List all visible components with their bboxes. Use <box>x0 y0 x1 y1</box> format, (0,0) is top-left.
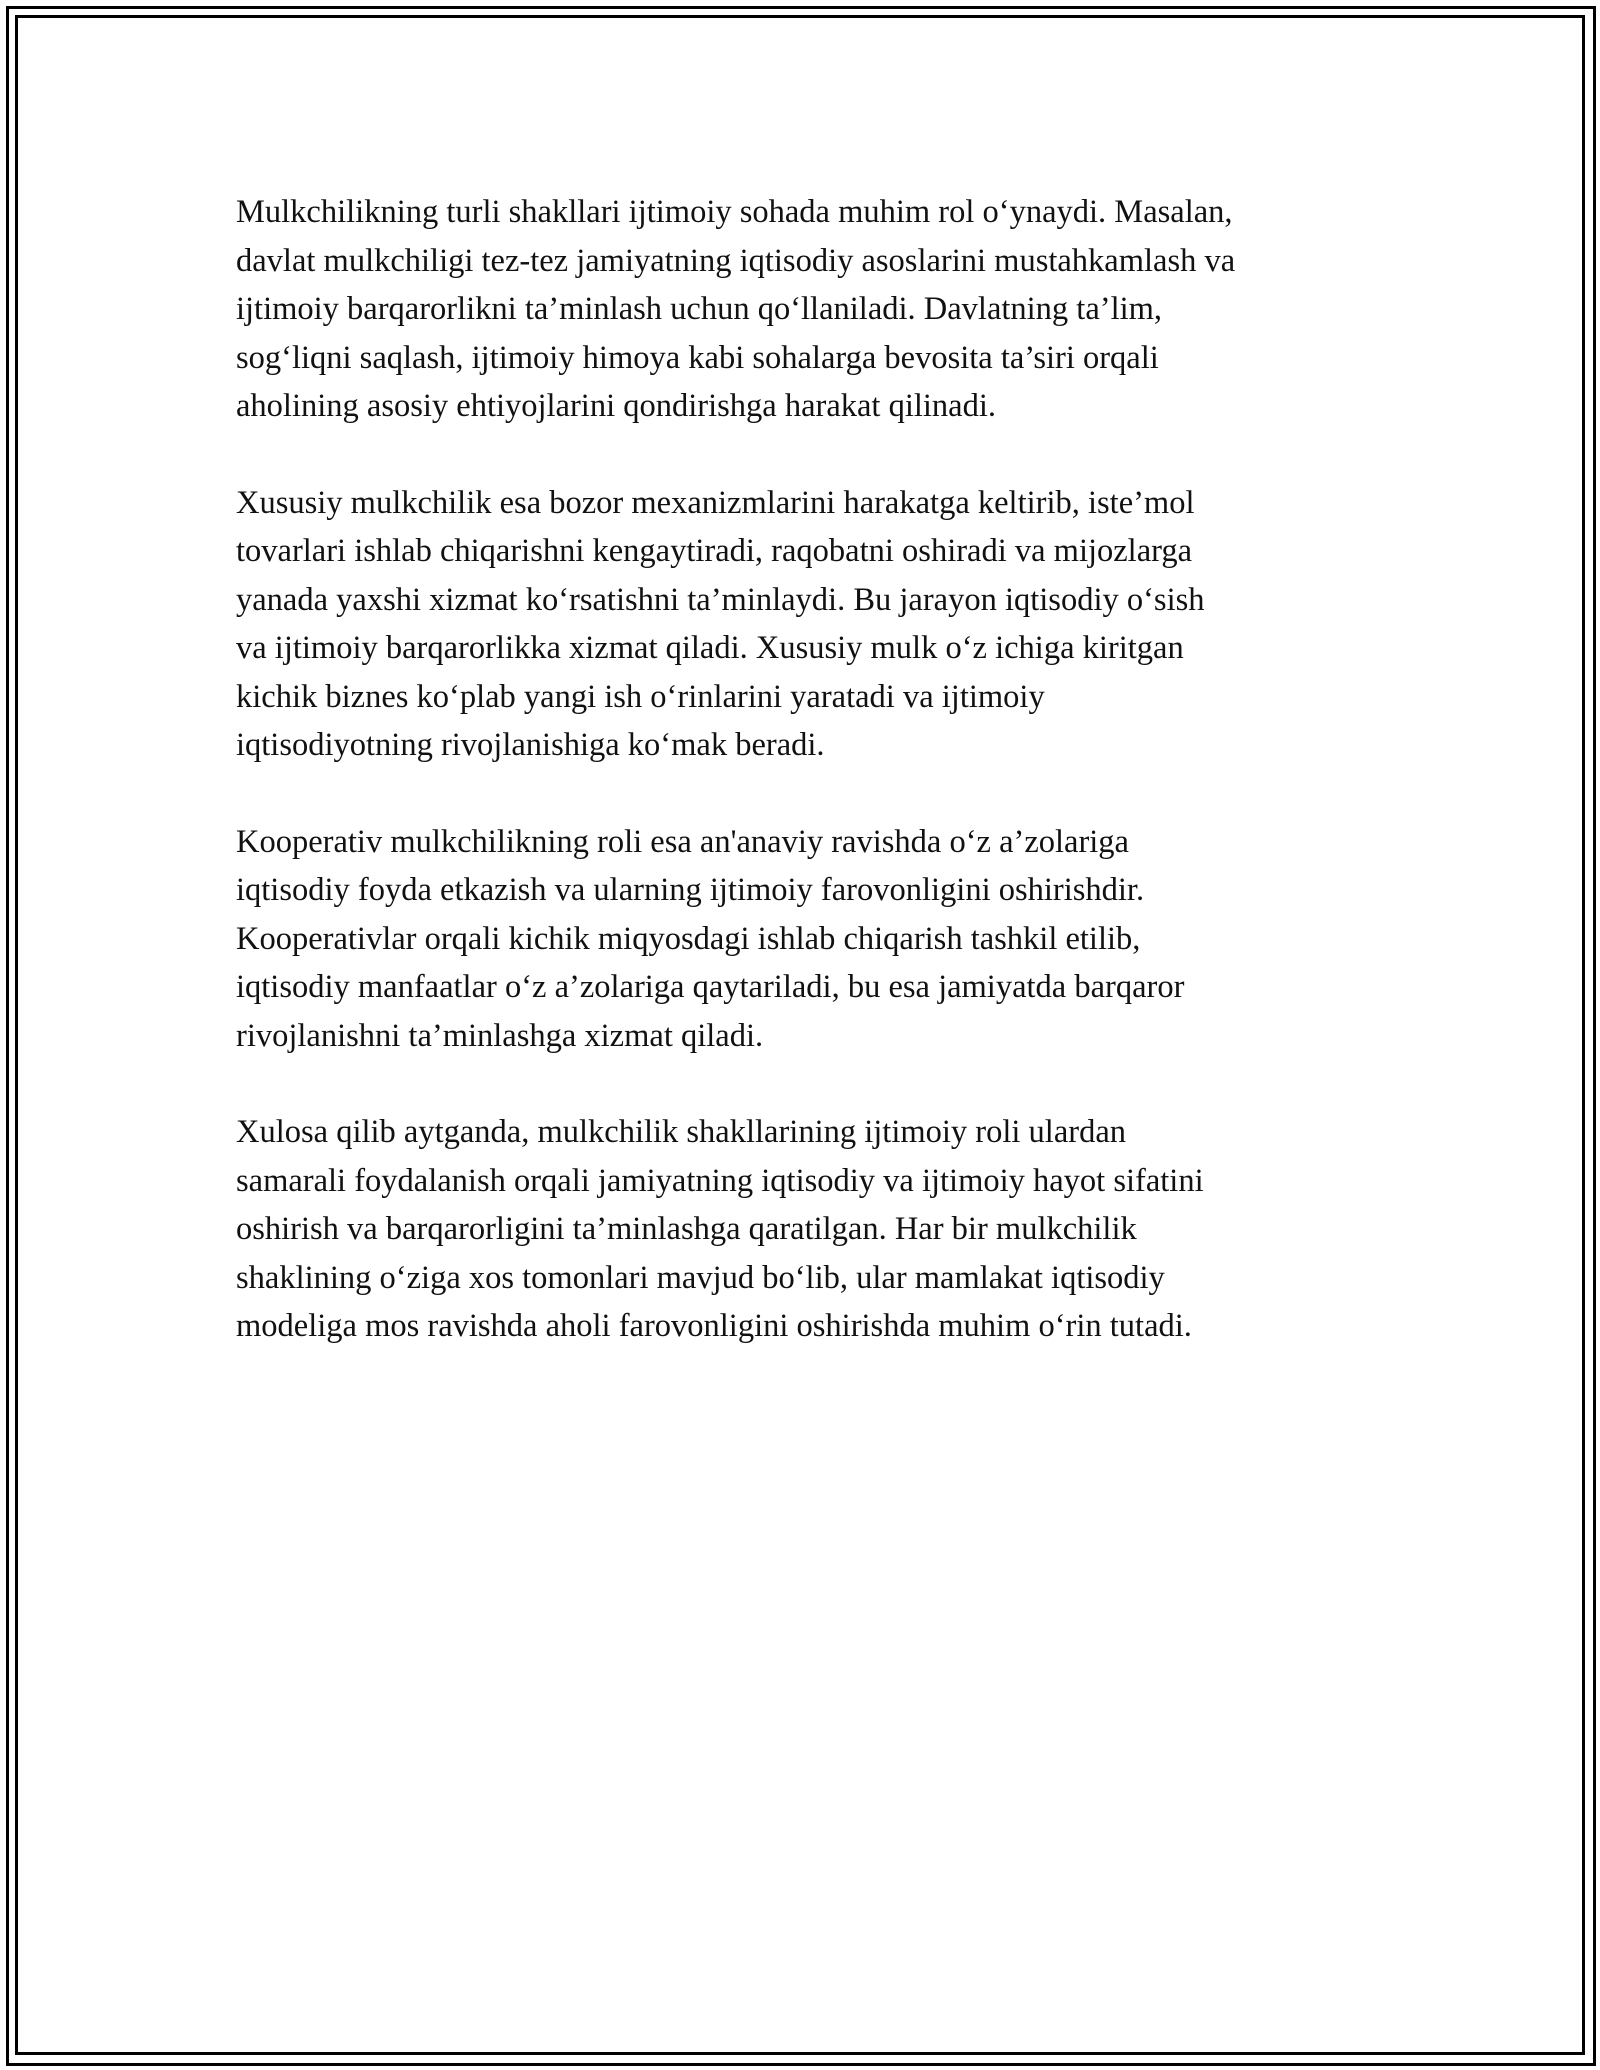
text-line: iqtisodiy manfaatlar o‘z a’zolariga qaytariladi, bu esa jamiyatda barqaror <box>236 969 1185 1005</box>
text-line: tovarlari ishlab chiqarishni kengaytiradi, raqobatni oshiradi va mijozlarga <box>236 533 1193 569</box>
text-line: davlat mulkchiligi tez-tez jamiyatning iqtisodiy asoslarini mustahkamlash va <box>236 242 1236 279</box>
text-line: Mulkchilikning turli shakllari ijtimoiy sohada muhim rol o‘ynaydi. Masalan, <box>236 194 1233 230</box>
text-line: aholining asosiy ehtiyojlarini qondirishga harakat qilinadi. <box>236 388 996 424</box>
text-line: rivojlanishni ta’minlashga xizmat qiladi. <box>236 1017 764 1054</box>
text-line: modeliga mos ravishda aholi farovonligini oshirishda muhim o‘rin tutadi. <box>236 1308 1192 1344</box>
text-line: samarali foydalanish orqali jamiyatning iqtisodiy va ijtimoiy hayot sifatini <box>236 1162 1204 1199</box>
text-line: va ijtimoiy barqarorlikka xizmat qiladi. Xususiy mulk o‘z ichiga kiritgan <box>236 630 1184 666</box>
text-line: shaklining o‘ziga xos tomonlari mavjud bo‘lib, ular mamlakat iqtisodiy <box>236 1259 1165 1296</box>
paragraph-2 <box>236 479 1386 770</box>
text-line: Kooperativlar orqali kichik miqyosdagi ishlab chiqarish tashkil etilib, <box>236 920 1141 957</box>
text-line: ijtimoiy barqarorlikni ta’minlash uchun qo‘llaniladi. Davlatning ta’lim, <box>236 291 1163 327</box>
text-line: Kooperativ mulkchilikning roli esa an'anaviy ravishda o‘z a’zolariga <box>236 823 1129 860</box>
text-line: yanada yaxshi xizmat ko‘rsatishni ta’minlaydi. Bu jarayon iqtisodiy o‘sish <box>236 581 1205 618</box>
text-line: Xususiy mulkchilik esa bozor mexanizmlarini harakatga keltirib, iste’mol <box>236 484 1195 521</box>
paragraph-1 <box>236 188 1386 431</box>
text-line: iqtisodiyotning rivojlanishiga ko‘mak beradi. <box>236 727 825 763</box>
text-line: iqtisodiy foyda etkazish va ularning ijtimoiy farovonligini oshirishdir. <box>236 872 1145 908</box>
text-line: kichik biznes ko‘plab yangi ish o‘rinlarini yaratadi va ijtimoiy <box>236 678 1045 715</box>
paragraph-4 <box>236 1108 1386 1351</box>
text-line: oshirish va barqarorligini ta’minlashga qaratilgan. Har bir mulkchilik <box>236 1211 1137 1247</box>
paragraph-3 <box>236 818 1386 1061</box>
text-line: Xulosa qilib aytganda, mulkchilik shakllarining ijtimoiy roli ulardan <box>236 1114 1126 1150</box>
text-line: sog‘liqni saqlash, ijtimoiy himoya kabi sohalarga bevosita ta’siri orqali <box>236 339 1159 376</box>
document-body <box>236 188 1386 1399</box>
